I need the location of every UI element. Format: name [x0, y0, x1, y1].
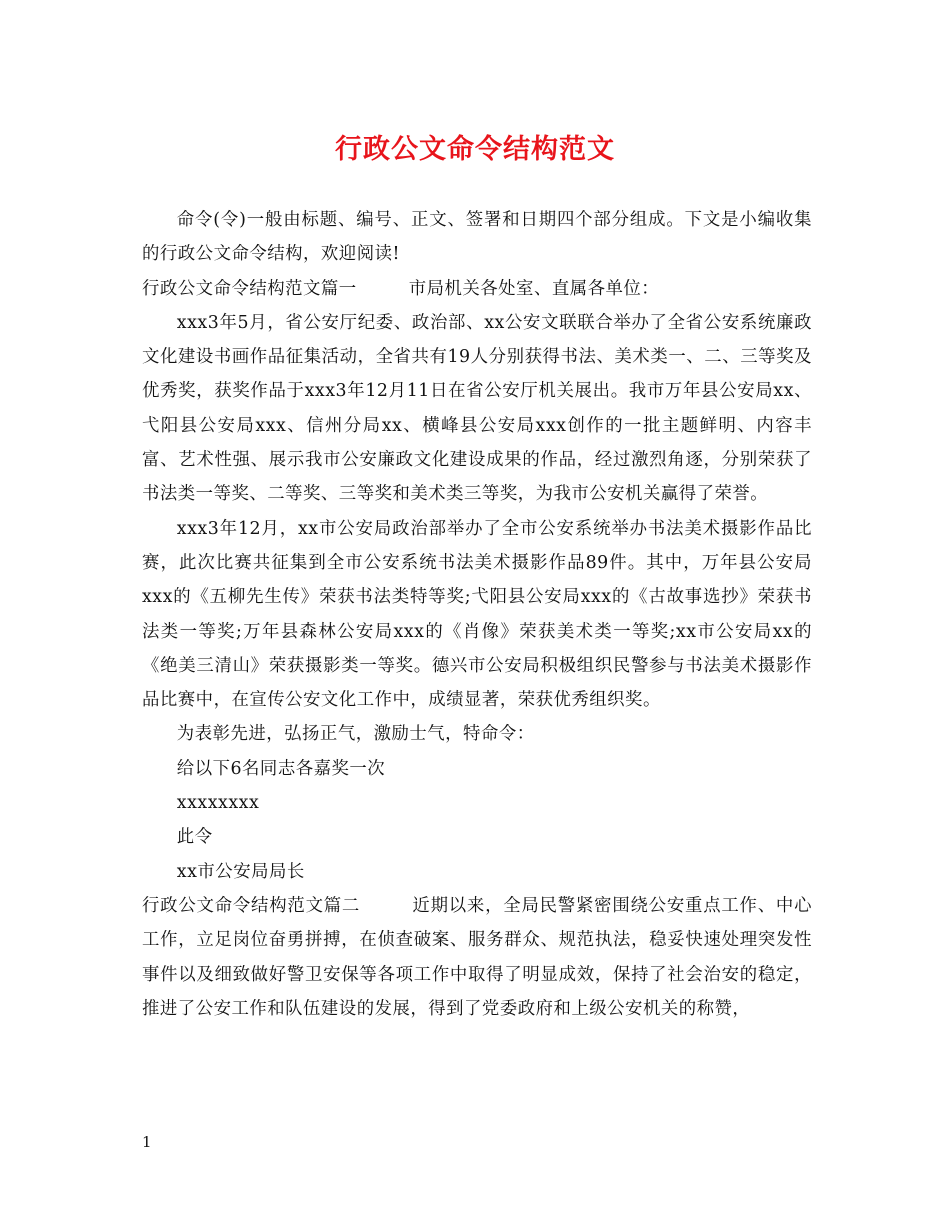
section1-heading: 行政公文命令结构范文篇一: [142, 278, 357, 299]
section2-text: 近期以来，全局民警紧密围绕公安重点工作、中心工作，立足岗位奋勇拼搏，在侦查破案、服务群众、规范执法，稳妥快速处理突发性事件以及细致做好警卫安保等各项工作中取得了明显成效，保持了社会治安的稳定，推进了公安工作和队伍建设的发展，得到了党委政府和上级公安机关的称赞，: [142, 895, 812, 1019]
paragraph-6: 此令: [176, 827, 213, 848]
section2-heading: 行政公文命令结构范文篇二: [142, 895, 361, 916]
paragraph-2: xxx3年12月，xx市公安局政治部举办了全市公安系统举办书法美术摄影作品比赛，此次比赛共征集到全市公安系统书法美术摄影作品89件。其中，万年县公安局xxx的《五柳先生传》荣获书法类特等奖;弋阳县公安局xxx的《古故事选抄》荣获书法类一等奖;万年县森林公安局xxx的《肖像》荣获美术类一等奖;xx市公安局xx的《绝美三清山》荣获摄影类一等奖。德兴市公安局积极组织民警参与书法美术摄影作品比赛中，在宣传公安文化工作中，成绩显著，荣获优秀组织奖。: [142, 518, 812, 711]
paragraph-4: 给以下6名同志各嘉奖一次: [176, 758, 386, 779]
paragraph-5: xxxxxxxx: [176, 793, 260, 814]
document-body: [142, 203, 812, 1026]
page-number: 1: [142, 1133, 152, 1151]
section2-paragraph: [142, 889, 812, 1026]
section1-heading-line: [142, 272, 812, 306]
section1-addressee: 市局机关各处室、直属各单位：: [408, 278, 660, 299]
paragraph-1: xxx3年5月，省公安厅纪委、政治部、xx公安文联联合举办了全省公安系统廉政文化建设书画作品征集活动，全省共有19人分别获得书法、美术类一、二、三等奖及优秀奖，获奖作品于xxx3年12月11日在省公安厅机关展出。我市万年县公安局xx、弋阳县公安局xxx、信州分局xx、横峰县公安局xxx创作的一批主题鲜明、内容丰富、艺术性强、展示我市公安廉政文化建设成果的作品，经过激烈角逐，分别荣获了书法类一等奖、二等奖、三等奖和美术类三等奖，为我市公安机关赢得了荣誉。: [142, 312, 812, 505]
document-title: 行政公文命令结构范文: [335, 134, 615, 165]
paragraph-3: 为表彰先进，弘扬正气，激励士气，特命令：: [176, 724, 535, 745]
intro-paragraph: 命令(令)一般由标题、编号、正文、签署和日期四个部分组成。下文是小编收集的行政公文命令结构，欢迎阅读!: [142, 210, 812, 265]
paragraph-7: xx市公安局局长: [176, 861, 305, 882]
